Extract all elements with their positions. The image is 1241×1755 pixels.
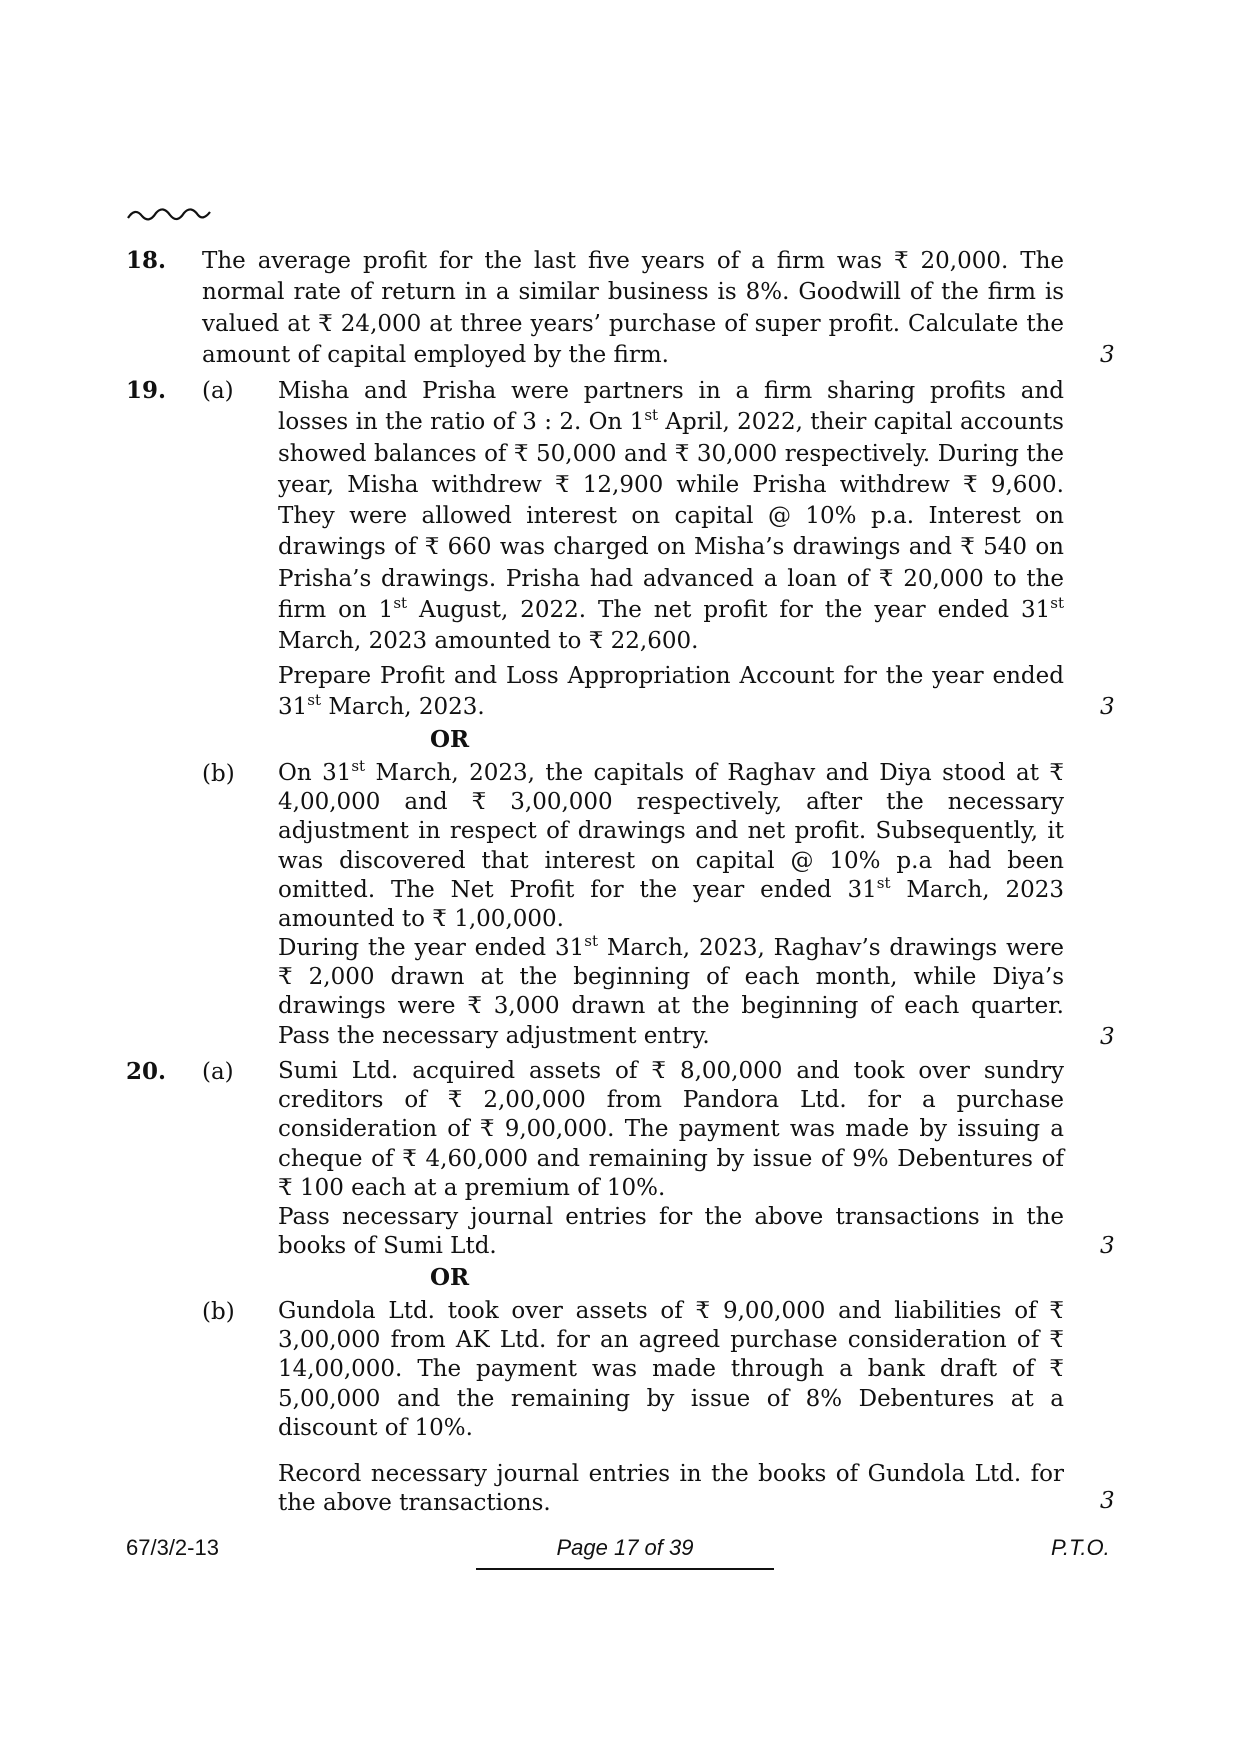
marks: 3 [1100,342,1115,368]
part-paragraph: During the year ended 31st March, 2023, Raghav’s drawings were ₹ 2,000 drawn at the beginning of each month, while Diya’s drawings were ₹ 3,000 drawn at the beginning of each quarter. Pass the necessary adjustment entry. [278,932,1064,1049]
or-separator: OR [430,726,470,753]
part-label: (a) [202,378,234,404]
part-label: (b) [202,1299,235,1325]
or-separator: OR [430,1264,470,1291]
part-paragraph: Sumi Ltd. acquired assets of ₹ 8,00,000 and took over sundry creditors of ₹ 2,00,000 from Pandora Ltd. for a purchase consideration of ₹ 9,00,000. The payment was made by issuing a cheque of ₹ 4,60,000 and remaining by issue of 9% Debentures of ₹ 100 each at a premium of 10%. [278,1058,1064,1201]
part-label: (b) [202,761,235,787]
question-number: 19. [126,377,167,404]
wave-ornament [126,204,212,224]
marks: 3 [1100,1233,1115,1259]
part-paragraph: Gundola Ltd. took over assets of ₹ 9,00,000 and liabilities of ₹ 3,00,000 from AK Ltd. for an agreed purchase consideration of ₹ 14,00,000. The payment was made through a bank draft of ₹ 5,00,000 and the remaining by issue of 8% Debentures at a discount of 10%. [278,1298,1064,1441]
page-number: Page 17 of 39 [556,1535,694,1560]
pto-label: P.T.O. [1051,1535,1110,1560]
question-text: The average profit for the last five years of a firm was ₹ 20,000. The normal rate of return in a similar business is 8%. Goodwill of the firm is valued at ₹ 24,000 at three years’ purchase of super profit. Calculate the amount of capital employed by the firm. [202,248,1064,368]
part-paragraph: Record necessary journal entries in the books of Gundola Ltd. for the above transactions. [278,1461,1064,1516]
part-paragraph: On 31st March, 2023, the capitals of Raghav and Diya stood at ₹ 4,00,000 and ₹ 3,00,000 respectively, after the necessary adjustment in respect of drawings and net profit. Subsequently, it was discovered that interest on capital @ 10% p.a had been omitted. The Net Profit for the year ended 31st March, 2023 amounted to ₹ 1,00,000. [278,757,1064,933]
part-paragraph: Pass necessary journal entries for the above transactions in the books of Sumi Ltd. [278,1204,1064,1260]
paper-code: 67/3/2-13 [126,1535,219,1560]
part-paragraph: Prepare Profit and Loss Appropriation Account for the year ended 31st March, 2023. [278,663,1064,721]
marks: 3 [1100,1024,1115,1050]
question-number: 20. [126,1058,167,1085]
page-number-underline [476,1568,774,1570]
question-number: 18. [126,247,167,274]
marks: 3 [1100,694,1115,720]
part-paragraph: Misha and Prisha were partners in a firm sharing profits and losses in the ratio of 3 : 2. On 1st April, 2022, their capital accounts showed balances of ₹ 50,000 and ₹ 30,000 respectively. During the year, Misha withdrew ₹ 12,900 while Prisha withdrew ₹ 9,600. They were allowed interest on capital @ 10% p.a. Interest on drawings of ₹ 660 was charged on Misha’s drawings and ₹ 540 on Prisha’s drawings. Prisha had advanced a loan of ₹ 20,000 to the firm on 1st August, 2022. The net profit for the year ended 31st March, 2023 amounted to ₹ 22,600. [278,378,1065,655]
part-label: (a) [202,1059,234,1085]
marks: 3 [1100,1488,1115,1514]
